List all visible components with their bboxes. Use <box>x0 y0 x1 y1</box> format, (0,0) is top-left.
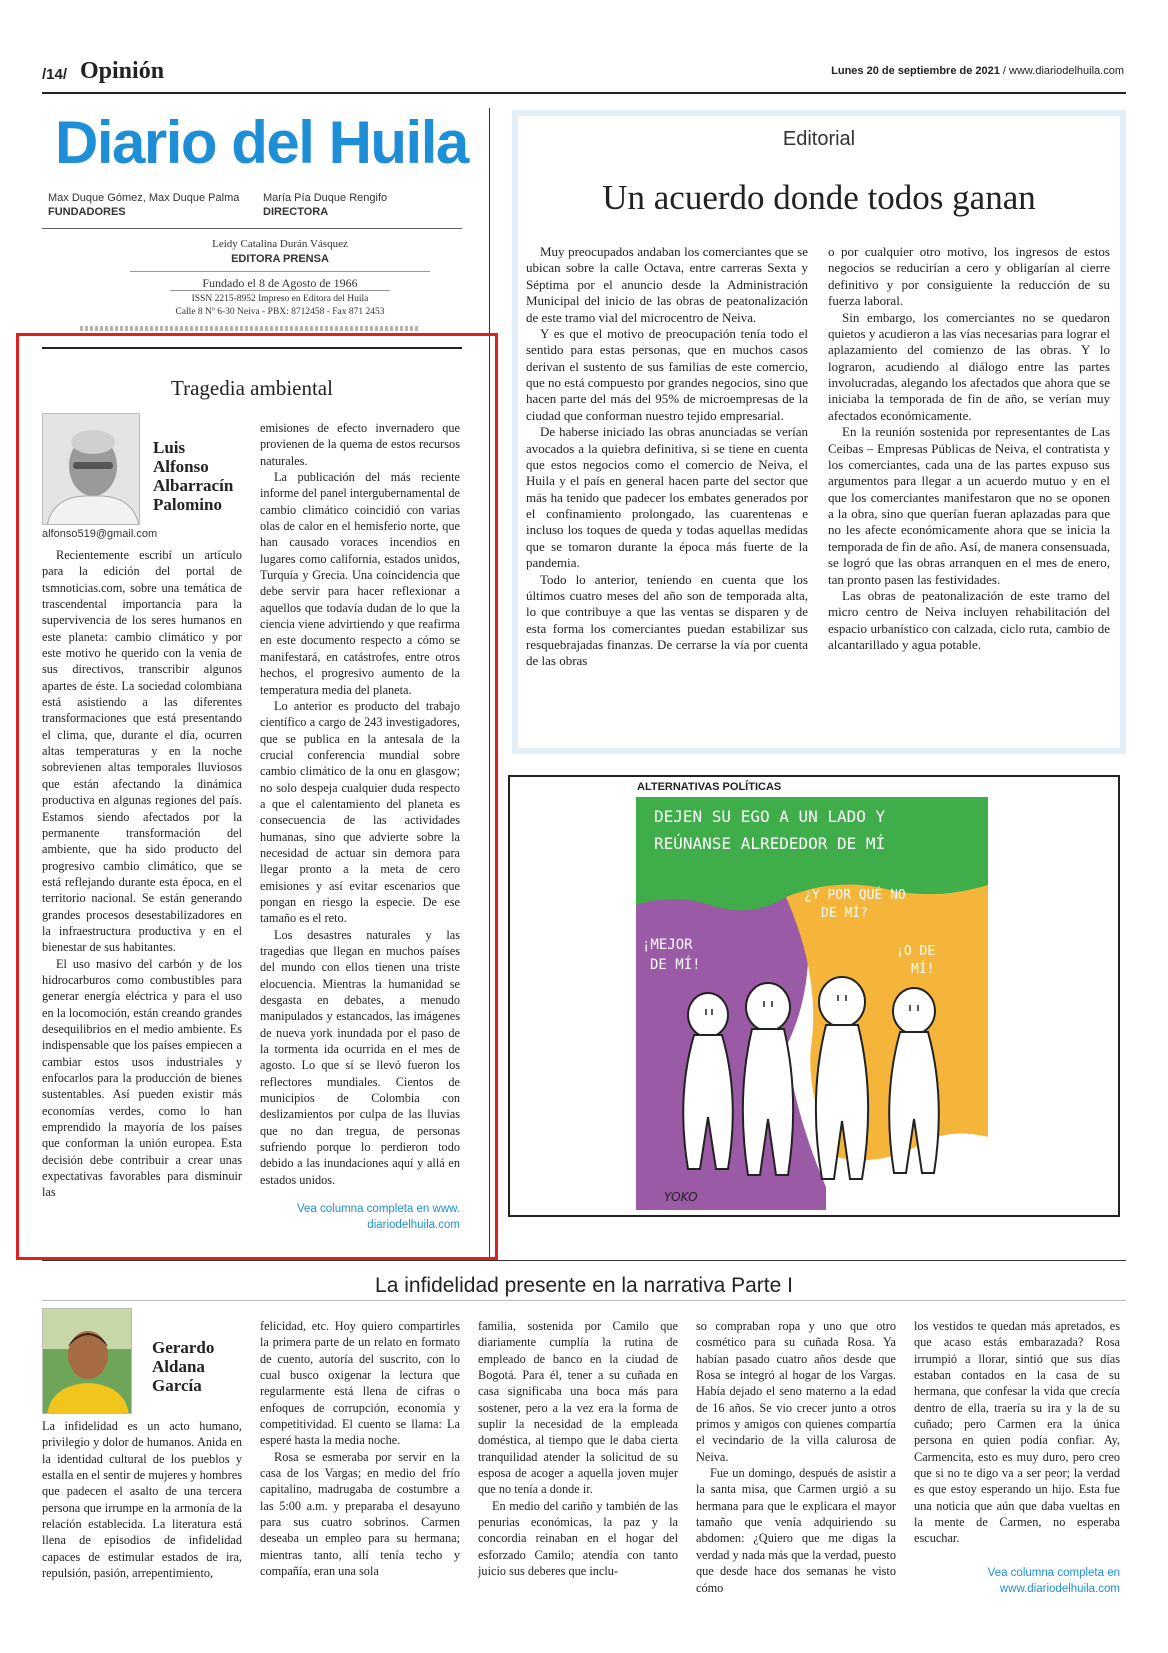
dateline <box>831 65 1124 77</box>
speech-main-line1: DEJEN SU EGO A UN LADO Y <box>654 807 886 826</box>
paragraph: Las obras de peatonalización de este tramo del micro centro de Neiva incluyen rehabilitación del espacio urbanístico con calzada, ciclo ruta, cambio de alcantarillado y agua potable. <box>828 587 1110 652</box>
author-name-line: Palomino <box>153 495 222 515</box>
paragraph: De haberse iniciado las obras anunciadas se verían avocados a la quiebra definitiva, si se tiene en cuenta que estos negocios como el comercio de Neiva, el Huila y el país en general hacen parte del sector que más ha tenido que padecer los embates generados por el confinamiento prolongado, las cuarentenas e incluso los toques de queda y todas aquellas medidas que se tomaron durante la época más fuerte de la pandemia. <box>526 424 808 571</box>
editor-rule <box>130 271 430 272</box>
editor-role: EDITORA PRENSA <box>231 252 329 265</box>
date: Lunes 20 de septiembre de 2021 <box>831 65 1000 77</box>
founded-date: Fundado el 8 de Agosto de 1966 <box>202 276 358 290</box>
website-link[interactable]: / www.diariodelhuila.com <box>999 65 1124 77</box>
link-line: www.diariodelhuila.com <box>999 1582 1120 1595</box>
paragraph: Rosa se esmeraba por servir en la casa de los Vargas; en medio del frío capitalino, madrugaba de costumbre a las 5:00 a.m. y preparaba el desayuno para sus cuatro sobrinos. Carmen deseaba un empleo para su hermana; mientras tanto, allí tenía techo y compañía, eran una sola <box>260 1449 460 1579</box>
speech-2-line1: ¿Y POR QUÉ NO <box>804 888 906 903</box>
paragraph: so compraban ropa y uno que otro cosmético para su cuñada Rosa. Ya habían pasado cuatro años desde que Rosa se integró al hogar de los Vargas. Había dejado el seno materno a la edad de 16 años. Se vio crecer junto a otros primos y amigos con quienes compartía el vecindario de la villa calurosa de Neiva. <box>696 1319 896 1464</box>
paragraph: Sin embargo, los comerciantes no se quedaron quietos y acudieron a las vías necesarias para lograr el aplazamiento del comienzo de las obras. Y lo lograron, acudiendo al diálogo entre las partes involucradas, alegando los afectados que ahora que se iniciaba la temporada de fin de año, se verían muy afectados económicamente. <box>828 309 1110 423</box>
paragraph: En medio del cariño y también de las penurias económicas, la paz y la concordia reinaban en el hogar del esforzado Camilo; atendía con tanto juicio sus deberes que inclu- <box>478 1498 678 1579</box>
bottom-col4 <box>696 1318 896 1596</box>
editorial-label: Editorial <box>782 128 856 150</box>
paragraph: Muy preocupados andaban los comerciantes que se ubican sobre la calle Octava, entre carreras Sexta y Séptima por el anuncio desde la Administración Municipal del inicio de las obras de peatonalización de este tramo vial del microcentro de Neiva. <box>526 244 808 325</box>
paragraph: Fue un domingo, después de asistir a la santa misa, que Carmen urgió a su hermana para que le explicara el mayor tamaño que venía adquiriendo su abdomen: ¿Quiero que me digas la verdad y nada más que la verdad, puesto que desde hace dos semanas he visto cómo <box>696 1466 896 1595</box>
bottom-section-rule <box>42 1260 1126 1261</box>
paragraph: Los desastres naturales y las tragedias que llegan en muchos países del mundo con ellos tienen una triste elocuencia. Mientras la humanidad se desgasta en debates, a menudo manipulados y estancados, las imágenes de nueva york inundada por el paso de la tormenta ida ocurrida en el mes de agosto. Lo que sí se llevó fueron los reflectores mundiales. Cientos de municipios de Colombia con deslizamientos por culpa de las lluvias que no dan tregua, de personas sufriendo porque lo perdieron todo debido a las inundaciones aquí y allá en estados unidos. <box>260 927 460 1187</box>
director <box>263 192 387 218</box>
cartoon-signature: YOKO <box>664 1190 698 1204</box>
page-number: /14/ <box>42 66 68 83</box>
author2-name <box>152 1338 214 1395</box>
editor-name: Leidy Catalina Durán Vásquez <box>212 238 348 250</box>
speech-3-line1: ¡MEJOR <box>642 937 693 953</box>
author2-name-line: Aldana <box>152 1357 205 1377</box>
founders <box>48 192 239 218</box>
bottom-col5 <box>914 1318 1120 1547</box>
paragraph: El uso masivo del carbón y de los hidrocarburos como combustibles para generar energía eléctrica y para el uso en la locomoción, están creando grandes desequilibrios en el medio ambiente. Es indispensable que los países empiecen a cambiar estos usos industriales y enfocarlos para la producción de bienes sustentables. Así pueden existir más economías verdes, como lo han emprendido la mayoría de los países que conforman la unión europea. Esta decisión debe contribuir a crear unas expectativas favorables para disminuir las <box>42 956 242 1200</box>
paragraph: Lo anterior es producto del trabajo científico a cargo de 243 investigadores, que se publica en la antesala de la crucial conferencia mundial sobre cambio climático de la onu en glasgow; no solo despeja cualquier duda respecto a que el calentamiento del planeta es consecuencia de las actividades humanas, sino que advierte sobre la necesidad de actuar sin demora para llegar pronto a la meta de cero emisiones y así evitar escenarios que pongan en riesgo la especie. De ese tamaño es el reto. <box>260 698 460 926</box>
highlight-box <box>16 333 498 1260</box>
speech-main-line2: REÚNANSE ALREDEDOR DE MÍ <box>654 834 886 853</box>
paragraph: En la reunión sostenida por representantes de Las Ceibas – Empresas Públicas de Neiva, el contratista y los comerciantes, cada una de las partes expuso sus argumentos para llegar a un acuerdo mutuo y en el que los comerciantes manifestaron que no se oponen a la obra, sino que querían fueran aplazadas para que no les afecte económicamente ahora que se inicia la temporada de fin de año. Así, de manera consensuada, se logró que las obras arranquen en el mes de enero, tan pronto pasen las festividades. <box>828 424 1110 587</box>
founders-role: FUNDADORES <box>48 206 126 218</box>
paragraph: los vestidos te quedan más apretados, es que acaso estás embarazada? Rosa irrumpió a llorar, sintió que sus días estaban contados en la casa de su hermana, que confesar la vida que crecía dentro de ella, traería su ira y la de su cuñado; pero Carmen era la única persona en quien podía confiar. Ay, Carmencita, esto es muy duro, pero creo que si no te digo va a ser peor; la verdad es que estoy esperando un hijo. Esta fue una noticia que aún que daba vueltas en la mente de Carmen, no esperaba escuchar. <box>914 1319 1120 1546</box>
paragraph: familia, sostenida por Camilo que diariamente cumplía la rutina de empleado de banco en la ciudad de Bogotá. Para él, tener a su cuñada en casa significaba una boca más para sostener, pero a la vez era la forma de suplir la necesidad de la empleada doméstica, al tiempo que le daba cierta tranquilidad atender la solicitud de su esposa de acoger a aquella joven mujer que no tenía a donde ir. <box>478 1319 678 1497</box>
paragraph: o por cualquier otro motivo, los ingresos de estos negocios se reducirían a cero y obligarían al cierre definitivo y por consiguiente la reducción de su fuerza laboral. <box>828 244 1110 309</box>
paragraph: Todo lo anterior, teniendo en cuenta que los últimos cuatro meses del año son de temporada alta, lo que contribuye a que las ventas se disparen y de esta forma los comerciantes puedan estabilizar sus resquebrajadas finanzas. De cerrarse la vía por cuenta de las obras <box>526 571 808 669</box>
speech-3-line2: DE MÍ! <box>650 957 701 973</box>
founded-rule <box>170 290 390 291</box>
paragraph: felicidad, etc. Hoy quiero compartirles la primera parte de un relato en formato de cuento, autoría del suscrito, con lo cual busco oxigenar la lectura que regularmente está llena de cifras o enfoques de corrupción, economía y competitividad. El cuento se llama: La esperé hasta la media noche. <box>260 1319 460 1448</box>
cut-off-contact-line <box>80 326 420 331</box>
bottom-full-column-link[interactable] <box>914 1566 1120 1597</box>
editorial-title: Un acuerdo donde todos ganan <box>602 178 1036 217</box>
bottom-title-rule <box>42 1300 1126 1301</box>
author2-name-line: Gerardo <box>152 1338 215 1357</box>
link-line: diariodelhuila.com <box>367 1218 460 1231</box>
speech-2-line2: DE MÍ? <box>821 906 868 921</box>
top-rule <box>42 92 1126 94</box>
author2-photo <box>42 1308 132 1414</box>
paragraph: Recientemente escribí un artículo para la edición del portal de tsmnoticias.com, sobre una temática de trascendental importancia para la supervivencia de los seres humanos en este planeta: cambio climático y por este motivo he querido con la venia de sus directivos, transcribir algunos apartes de éste. La sociedad colombiana está asistiendo a las diferentes transformaciones que está presentando el clima, que, durante el día, ocurren altas temperaturas y en la noche sobrevienen altas temporales lluviosos que están afectando la dinámica productiva en algunas regiones del país. Estamos siendo afectados por la permanente transformación del ambiente, que ha sido producto del progresivo cambio climático, que se está reflejando durante esta época, en el territorio nacional. Se están generando grandes procesos desestabilizadores en la infraestructura productiva y en el bienestar de sus habitantes. <box>42 548 242 955</box>
director-role: DIRECTORA <box>263 206 329 218</box>
bottom-col3 <box>478 1318 678 1580</box>
paragraph: La infidelidad es un acto humano, privilegio y dolor de humanos. Anida en la identidad cultural de los pueblos y estalla en el sentir de mujeres y hombres que padecen el asalto de una tercera persona que irrumpe en la armonía de la relación establecida. La literatura está llena de episodios de infidelidad capaces de estimular estados de ira, repulsión, pasión, arrepentimiento, <box>42 1419 242 1581</box>
speech-4-line1: ¡O DE <box>896 944 936 959</box>
address: Calle 8 Nº 6-30 Neiva - PBX: 8712458 - Fax 871 2453 <box>175 306 385 317</box>
speech-4-line2: MÍ! <box>911 962 935 977</box>
author-name-line: Alfonso <box>153 457 209 477</box>
author-name-line: Luis <box>153 438 186 457</box>
founding-info <box>130 275 430 291</box>
bottom-column-title: La infidelidad presente en la narrativa Parte I <box>375 1274 793 1297</box>
founders-names: Max Duque Gómez, Max Duque Palma <box>48 192 240 204</box>
cartoon-illustration <box>636 797 988 1210</box>
cartoon-label: ALTERNATIVAS POLÍTICAS <box>637 781 782 793</box>
editor-block <box>130 237 430 267</box>
editorial-col2 <box>828 244 1110 653</box>
print-info <box>130 293 430 319</box>
author-email[interactable]: alfonso519@gmail.com <box>42 528 158 540</box>
paragraph: Y es que el motivo de preocupación tenía todo el sentido para estas personas, que en muchos casos derivan el sustento de sus familias de este comercio, que no está compuesto por grandes negocios, sino que hacen parte del más del 95% de microempresas de la ciudad que conforman nuestro tejido empresarial. <box>526 325 808 423</box>
bottom-col1 <box>42 1418 242 1581</box>
paragraph: La publicación del más reciente informe del panel intergubernamental de cambio climático coincidió con varias olas de calor en el hemisferio norte, que han causado voraces incendios en lugares como california, estados unidos, Turquía y Grecia. Una coincidencia que debe servir para hacer reflexionar a aquellos que todavía dudan de lo que la ciencia viene advirtiendo y que reafirma en este documento respecto a cómo se manifestará, en catástrofes, entre otros hechos, el progresivo aumento de la temperatura media del planeta. <box>260 470 460 697</box>
author-name-line: Albarracín <box>153 476 234 496</box>
masthead-rule <box>42 228 462 229</box>
bottom-col2 <box>260 1318 460 1580</box>
author2-name-line: García <box>152 1376 202 1396</box>
editorial-col1 <box>526 244 808 670</box>
link-line: Vea columna completa en www. <box>296 1203 460 1215</box>
author2-portrait-icon <box>43 1309 132 1414</box>
paragraph: emisiones de efecto invernadero que provienen de la quema de estos recursos naturales. <box>260 421 460 468</box>
section-title: Opinión <box>80 58 165 84</box>
column-title: Tragedia ambiental <box>171 376 333 400</box>
director-name: María Pía Duque Rengifo <box>263 192 388 204</box>
newspaper-logo: Diario del Huila <box>55 109 468 176</box>
issn: ISSN 2215-8952 Impreso en Editora del Huila <box>191 294 369 304</box>
link-line: Vea columna completa en <box>987 1567 1120 1579</box>
